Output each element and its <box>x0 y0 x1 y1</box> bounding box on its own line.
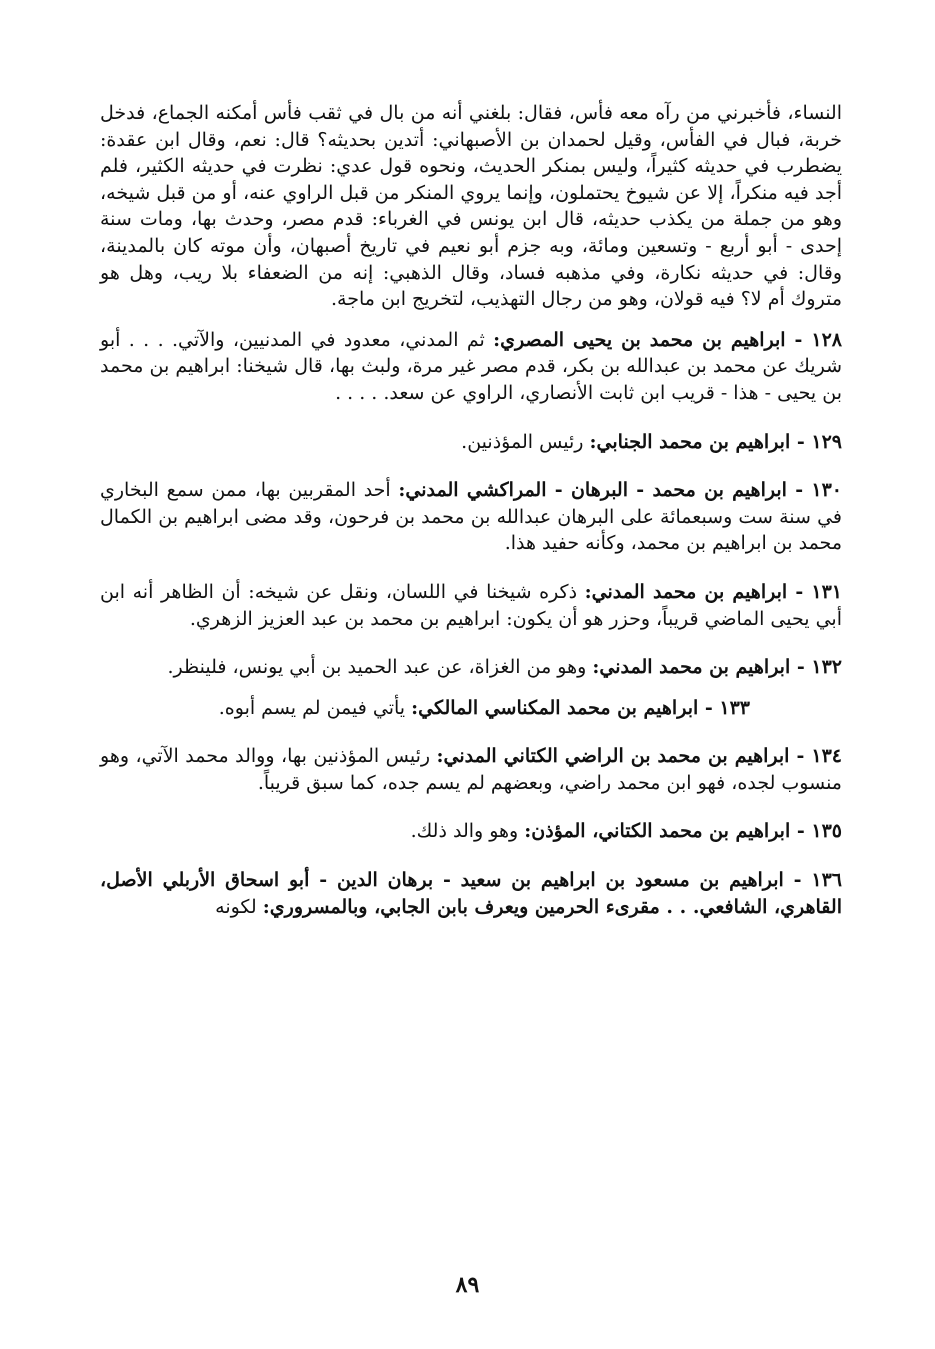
entry-heading: ١٣٤ - ابراهيم بن محمد بن الراضي الكتاني المدني: <box>436 745 843 768</box>
entry-text: يأتي فيمن لم يسم أبوه. <box>218 696 412 719</box>
entry-text: وهو من الغزاة، عن عبد الحميد بن أبي يونس، فلينظر. <box>167 656 593 679</box>
entry-heading: ١٣٢ - ابراهيم بن محمد المدني: <box>592 656 842 679</box>
entry-heading: ١٢٨ - ابراهيم بن محمد بن يحيى المصري: <box>493 328 842 351</box>
entry-text: ثم المدني، معدود في المدنيين، والآتي. . . . أبو شريك عن محمد بن عبدالله بن بكر، قدم مصر غير مرة، ولبث بها، قال شيخنا: ابراهيم بن محمد بن يحيى - هذا - قريب ابن ثابت الأنصاري، الراوي عن سعد. . . . . <box>100 328 842 404</box>
entry-text: ذكره شيخنا في اللسان، ونقل عن شيخه: أن الظاهر أنه ابن أبي يحيى الماضي قريباً، وحزر هو أن يكون: ابراهيم بن محمد بن عبد العزيز الزهري. <box>100 580 842 630</box>
entry-text: رئيس المؤذنين بها، ووالد محمد الآتي، وهو منسوب لجده، فهو ابن محمد راضي، وبعضهم لم يسم جده، كما سبق قريباً. <box>100 745 842 794</box>
entry-text: رئيس المؤذنين. <box>461 430 590 453</box>
entry-heading: ١٣١ - ابراهيم بن محمد المدني: <box>584 580 842 603</box>
entry-heading: ١٣٥ - ابراهيم بن محمد الكتاني، المؤذن: <box>524 820 842 843</box>
entry-128 <box>100 327 842 407</box>
entry-129 <box>100 429 842 456</box>
entry-text: لكونه <box>215 895 263 918</box>
entry-130 <box>100 477 842 557</box>
entry-text: وهو والد ذلك. <box>410 820 525 843</box>
entry-132 <box>100 654 842 681</box>
entry-heading: ١٣٣ - ابراهيم بن محمد المكناسي المالكي: <box>411 696 750 719</box>
page-body <box>100 100 842 920</box>
entry-131 <box>100 579 842 632</box>
entry-135 <box>100 818 842 845</box>
entry-heading: ١٣٠ - ابراهيم بن محمد - البرهان - المراكشي المدني: <box>398 479 842 502</box>
entry-heading: ١٣٦ - ابراهيم بن مسعود بن ابراهيم بن سعيد - برهان الدين - أبو اسحاق الأربلي الأصل، القاهري، الشافعي. . . مقرىء الحرمين ويعرف بابن الجابي، وبالمسروري: <box>100 869 842 918</box>
continuation-paragraph: النساء، فأخبرني من رآه معه فأس، فقال: بلغني أنه من بال في ثقب فأس أمكنه الجماع، فدخل خربة، فبال في الفأس، وقيل لحمدان بن الأصبهاني: أتدين بحديثه؟ قال: نعم، وقال ابن عقدة: يضطرب في حديثه كثيراً، وليس بمنكر الحديث، ونحوه قول عدي: نظرت في حديثه الكثير، فلم أجد فيه منكراً، إلا عن شيوخ يحتملون، وإنما يروي المنكر من قبل الراوي عنه، أو من قبل شيخه، وهو من جملة من يكذب حديثه، قال ابن يونس في الغرباء: قدم مصر، وحدث بها، ومات سنة إحدى - أبو أربع - وتسعين ومائة، وبه جزم أبو نعيم في تاريخ أصبهان، وأن موته كان بالمدينة، وقال: في حديثه نكارة، وفي مذهبه فساد، وقال الذهبي: إنه من الضعفاء بلا ريب، وهل هو متروك أم لا؟ فيه قولان، وهو من رجال التهذيب، لتخريج ابن ماجة. <box>100 102 842 311</box>
entry-133 <box>100 695 842 722</box>
entry-134 <box>100 743 842 796</box>
entry-text: أحد المقربين بها، ممن سمع البخاري في سنة ست وسبعمائة على البرهان عبدالله بن محمد بن فرحون، وقد مضى ابراهيم بن الكمال محمد بن ابراهيم بن محمد، وكأنه حفيد هذا. <box>100 479 842 555</box>
page-number: ٨٩ <box>455 1272 480 1298</box>
entry-136 <box>100 867 842 920</box>
entry-heading: ١٢٩ - ابراهيم بن محمد الجنابي: <box>589 430 842 453</box>
